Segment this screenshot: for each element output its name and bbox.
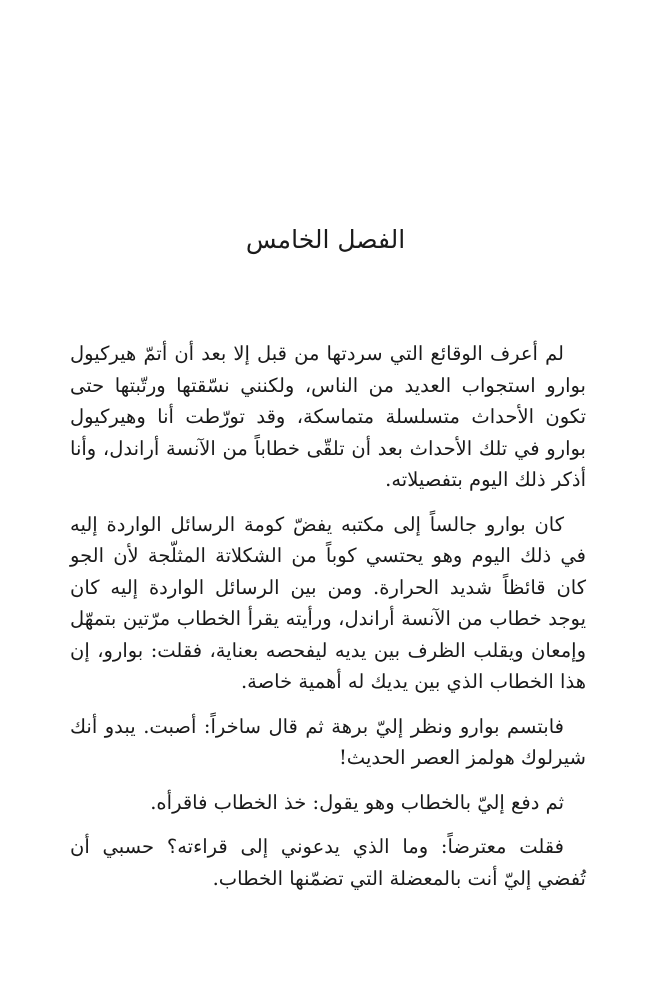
paragraph-2: كان بوارو جالساً إلى مكتبه يفضّ كومة الرسائل الواردة إليه في ذلك اليوم وهو يحتسي كوباً من الشكلاتة المثلّجة لأن الجو كان قائظاً شديد الحرارة. ومن بين الرسائل الواردة إليه كان يوجد خطاب من الآنسة أراندل، ورأيته يقرأ الخطاب مرّتين بتمهّل وإمعان ويقلب الظرف بين يديه ليفحصه بعناية، فقلت: بوارو، إن هذا الخطاب الذي بين يديك له أهمية خاصة. bbox=[70, 512, 586, 693]
paragraph-4: ثم دفع إليّ بالخطاب وهو يقول: خذ الخطاب فاقرأه. bbox=[150, 790, 564, 814]
paragraph-1: لم أعرف الوقائع التي سردتها من قبل إلا بعد أن أتمّ هيركيول بوارو استجواب العديد من الناس، ولكنني نسّقتها ورتّبتها حتى تكون الأحداث متسلسلة متماسكة، وقد تورّطت أنا وهيركيول بوارو في تلك الأحداث بعد أن تلقّى خطاباً من الآنسة أراندل، وأنا أذكر ذلك اليوم بتفصيلاته. bbox=[70, 342, 586, 491]
chapter-body bbox=[70, 338, 586, 907]
chapter-title: الفصل الخامس bbox=[245, 225, 406, 254]
paragraph-5: فقلت معترضاً: وما الذي يدعوني إلى قراءته؟ حسبي أن تُفضي إليّ أنت بالمعضلة التي تضمّنها الخطاب. bbox=[70, 835, 586, 890]
paragraph-3: فابتسم بوارو ونظر إليّ برهة ثم قال ساخراً: أصبت. يبدو أنك شيرلوك هولمز العصر الحديث! bbox=[70, 714, 586, 769]
